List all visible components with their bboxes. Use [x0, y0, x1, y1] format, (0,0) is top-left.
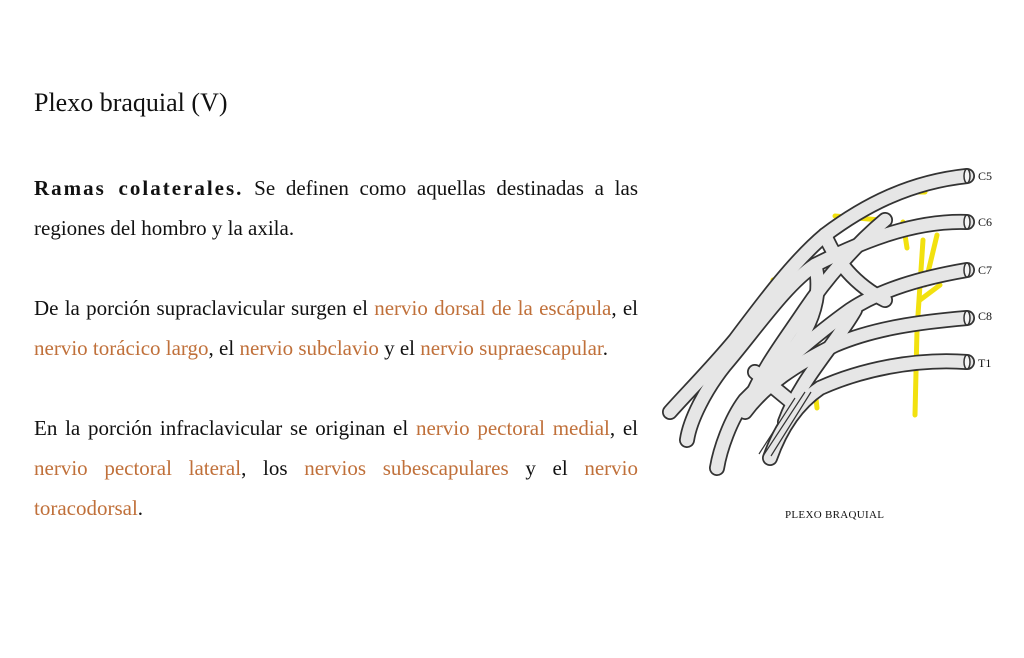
text-fragment: En la porción infraclavicular se originan el: [34, 416, 416, 440]
root-label-c7: C7: [978, 263, 993, 277]
text-fragment: , el: [611, 296, 638, 320]
nerves-subescapulares: nervios subescapulares: [304, 456, 509, 480]
text-fragment: , los: [241, 456, 305, 480]
text-fragment: De la porción supraclavicular surgen el: [34, 296, 375, 320]
nerve-toracodorsal: nervio toracodorsal: [34, 456, 638, 520]
root-label-c5: C5: [978, 169, 993, 183]
paragraph-text: Se definen como aquellas destinadas a las regiones del hombro y la axila.: [34, 176, 638, 240]
text-fragment: .: [602, 336, 609, 360]
root-label-c6: C6: [978, 215, 993, 229]
nerve-toracico-largo: nervio torácico largo: [34, 336, 209, 360]
paragraph-supraclavicular: [34, 288, 638, 368]
text-column: [34, 168, 638, 568]
paragraph-infraclavicular: [34, 408, 638, 528]
text-fragment: .: [137, 496, 144, 520]
nerve-pectoral-lateral: nervio pectoral lateral: [34, 456, 242, 480]
nerve-pectoral-medial: nervio pectoral medial: [415, 416, 610, 440]
lead-term: Ramas colaterales.: [34, 176, 244, 200]
root-label-c8: C8: [978, 309, 993, 323]
text-fragment: , el: [609, 416, 639, 440]
root-label-t1: T1: [978, 356, 992, 370]
paragraph-colateral-branches: [34, 168, 638, 248]
page-title: Plexo braquial (V): [34, 88, 228, 117]
text-fragment: , el: [208, 336, 240, 360]
nerve-dorsal-escapula: nervio dorsal de la escápula: [374, 296, 612, 320]
brachial-plexus-figure: [655, 160, 1005, 530]
text-fragment: y el: [378, 336, 421, 360]
nerve-subclavio: nervio subclavio: [239, 336, 379, 360]
plexus-illustration: [655, 160, 1005, 500]
figure-caption: PLEXO BRAQUIAL: [785, 509, 885, 521]
text-fragment: y el: [508, 456, 585, 480]
nerve-supraescapular: nervio supraescapular: [420, 336, 603, 360]
